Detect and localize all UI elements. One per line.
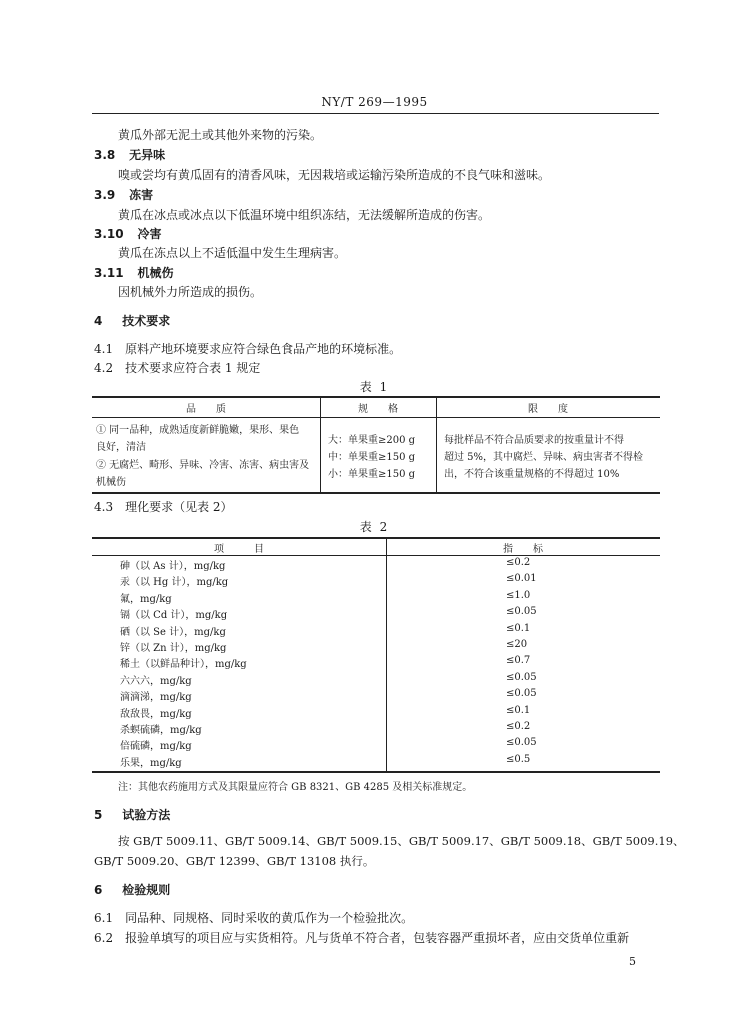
table2-vrule xyxy=(386,537,387,771)
table2-row-value: ≤0.05 xyxy=(506,688,537,700)
table1-spec-line: 小：单果重≥150 g xyxy=(328,469,416,480)
table2-row-value: ≤0.2 xyxy=(506,721,531,732)
para-3-10: 黄瓜在冻点以上不适低温中发生生理病害。 xyxy=(118,246,347,260)
section-4 xyxy=(94,312,170,329)
section-3-10 xyxy=(94,225,161,242)
section-title: 技术要求 xyxy=(122,314,171,328)
table2-row-item: 镉（以 Cd 计），mg/kg xyxy=(120,610,228,622)
section-title: 冷害 xyxy=(137,227,162,241)
section-number: 3.9 xyxy=(94,188,116,202)
section-number: 3.8 xyxy=(94,148,116,162)
page-header: NY/T 269—1995 xyxy=(321,95,428,109)
table2-header-value: 指 标 xyxy=(503,544,543,555)
table2-caption: 表 2 xyxy=(359,520,390,534)
table1-header-limit: 限 度 xyxy=(528,404,568,415)
table1-header-quality: 品 质 xyxy=(186,404,226,415)
table1-quality-line: ② 无腐烂、畸形、异味、冷害、冻害、病虫害及 xyxy=(96,460,310,471)
table2-row-item: 硒（以 Se 计），mg/kg xyxy=(120,626,226,638)
table1-header-spec: 规 格 xyxy=(358,404,398,415)
table2-row-item: 砷（以 As 计），mg/kg xyxy=(120,561,226,572)
table1-quality-line: 良好，清洁 xyxy=(96,442,146,453)
table2-row-item: 乐果，mg/kg xyxy=(120,757,182,769)
table2-header-rule xyxy=(92,555,660,556)
para-4-3: 4.3 理化要求（见表 2） xyxy=(94,500,233,514)
para-6-1: 6.1 同品种、同规格、同时采收的黄瓜作为一个检验批次。 xyxy=(94,911,414,925)
para-3-9: 黄瓜在冰点或冰点以下低温环境中组织冻结，无法缓解所造成的伤害。 xyxy=(118,208,491,222)
section-title: 检验规则 xyxy=(122,883,171,897)
section-number: 5 xyxy=(94,808,103,822)
table2-row-value: ≤0.1 xyxy=(506,704,531,716)
para-6-2: 6.2 报验单填写的项目应与实货相符。凡与货单不符合者，包装容器严重损坏者，应由交货单位重新 xyxy=(94,931,630,945)
section-title: 机械伤 xyxy=(137,266,174,280)
table2-top-rule xyxy=(92,537,660,539)
table2-row-item: 杀螟硫磷，mg/kg xyxy=(120,725,202,736)
table1-quality-line: 机械伤 xyxy=(96,477,126,488)
table1-bottom-rule xyxy=(92,492,660,494)
table2-row-item: 敌敌畏，mg/kg xyxy=(120,708,192,720)
table1-spec-line: 中：单果重≥150 g xyxy=(328,452,416,463)
table1-limit-line: 出，不符合该重量规格的不得超过 10% xyxy=(444,469,620,480)
para-3-11: 因机械外力所造成的损伤。 xyxy=(118,285,263,299)
table2-row-value: ≤0.7 xyxy=(506,655,531,667)
table1-header-rule xyxy=(92,417,660,418)
page-number: 5 xyxy=(629,955,636,968)
table2-note: 注：其他农药施用方式及其限量应符合 GB 8321、GB 4285 及相关标准规定。 xyxy=(118,782,473,793)
table1-vrule xyxy=(436,397,437,493)
para-4-2: 4.2 技术要求应符合表 1 规定 xyxy=(94,361,261,375)
para-4-1: 4.1 原料产地环境要求应符合绿色食品产地的环境标准。 xyxy=(94,342,402,356)
table2-row-value: ≤0.1 xyxy=(506,622,531,634)
table2-row-item: 锌（以 Zn 计），mg/kg xyxy=(120,643,227,654)
table1-caption: 表 1 xyxy=(359,380,390,394)
para-5-line1: 按 GB/T 5009.11、GB/T 5009.14、GB/T 5009.15、GB/T 5009.17、GB/T 5009.18、GB/T 5009.19、 xyxy=(118,834,685,848)
para-3-8: 嗅或尝均有黄瓜固有的清香风味，无因栽培或运输污染所造成的不良气味和滋味。 xyxy=(118,168,551,182)
table1-top-rule xyxy=(92,396,660,398)
table2-row-value: ≤1.0 xyxy=(506,589,531,601)
table2-row-item: 稀土（以鲜品种计），mg/kg xyxy=(120,659,247,671)
section-3-8 xyxy=(94,146,165,163)
table2-row-item: 汞（以 Hg 计），mg/kg xyxy=(120,577,229,589)
table2-row-item: 滴滴涕，mg/kg xyxy=(120,692,192,704)
table2-header-item: 项 目 xyxy=(214,544,264,555)
table2-row-value: ≤0.05 xyxy=(506,737,537,749)
table2-row-value: ≤0.2 xyxy=(506,557,531,568)
table1-limit-line: 每批样品不符合品质要求的按重量计不得 xyxy=(444,435,624,446)
table1-limit-line: 超过 5%，其中腐烂、异味、病虫害者不得检 xyxy=(444,452,644,463)
table1-spec-line: 大：单果重≥200 g xyxy=(328,435,416,446)
section-6 xyxy=(94,881,170,898)
table2-row-item: 倍硫磷，mg/kg xyxy=(120,741,192,753)
table2-bottom-rule xyxy=(92,771,660,773)
para-5-line2: GB/T 5009.20、GB/T 12399、GB/T 13108 执行。 xyxy=(94,854,375,868)
table2-row-value: ≤0.05 xyxy=(506,671,537,683)
section-title: 试验方法 xyxy=(122,808,171,822)
section-title: 无异味 xyxy=(129,148,166,162)
table1-vrule xyxy=(320,397,321,493)
section-title: 冻害 xyxy=(129,188,154,202)
table1-quality-line: ① 同一品种，成熟适度新鲜脆嫩，果形、果色 xyxy=(96,425,300,436)
section-number: 3.10 xyxy=(94,227,124,241)
table2-row-value: ≤0.5 xyxy=(506,753,531,765)
table2-row-item: 氟，mg/kg xyxy=(120,593,172,605)
section-3-9 xyxy=(94,186,153,203)
section-number: 4 xyxy=(94,314,103,328)
table2-row-value: ≤20 xyxy=(506,639,528,650)
table2-row-value: ≤0.01 xyxy=(506,573,537,585)
section-number: 6 xyxy=(94,883,103,897)
table2-row-item: 六六六，mg/kg xyxy=(120,675,192,687)
section-5 xyxy=(94,806,170,823)
section-number: 3.11 xyxy=(94,266,124,280)
para-3-7-cont: 黄瓜外部无泥土或其他外来物的污染。 xyxy=(118,128,323,142)
table2-row-value: ≤0.05 xyxy=(506,606,537,618)
section-3-11 xyxy=(94,264,173,281)
header-rule xyxy=(92,113,659,114)
